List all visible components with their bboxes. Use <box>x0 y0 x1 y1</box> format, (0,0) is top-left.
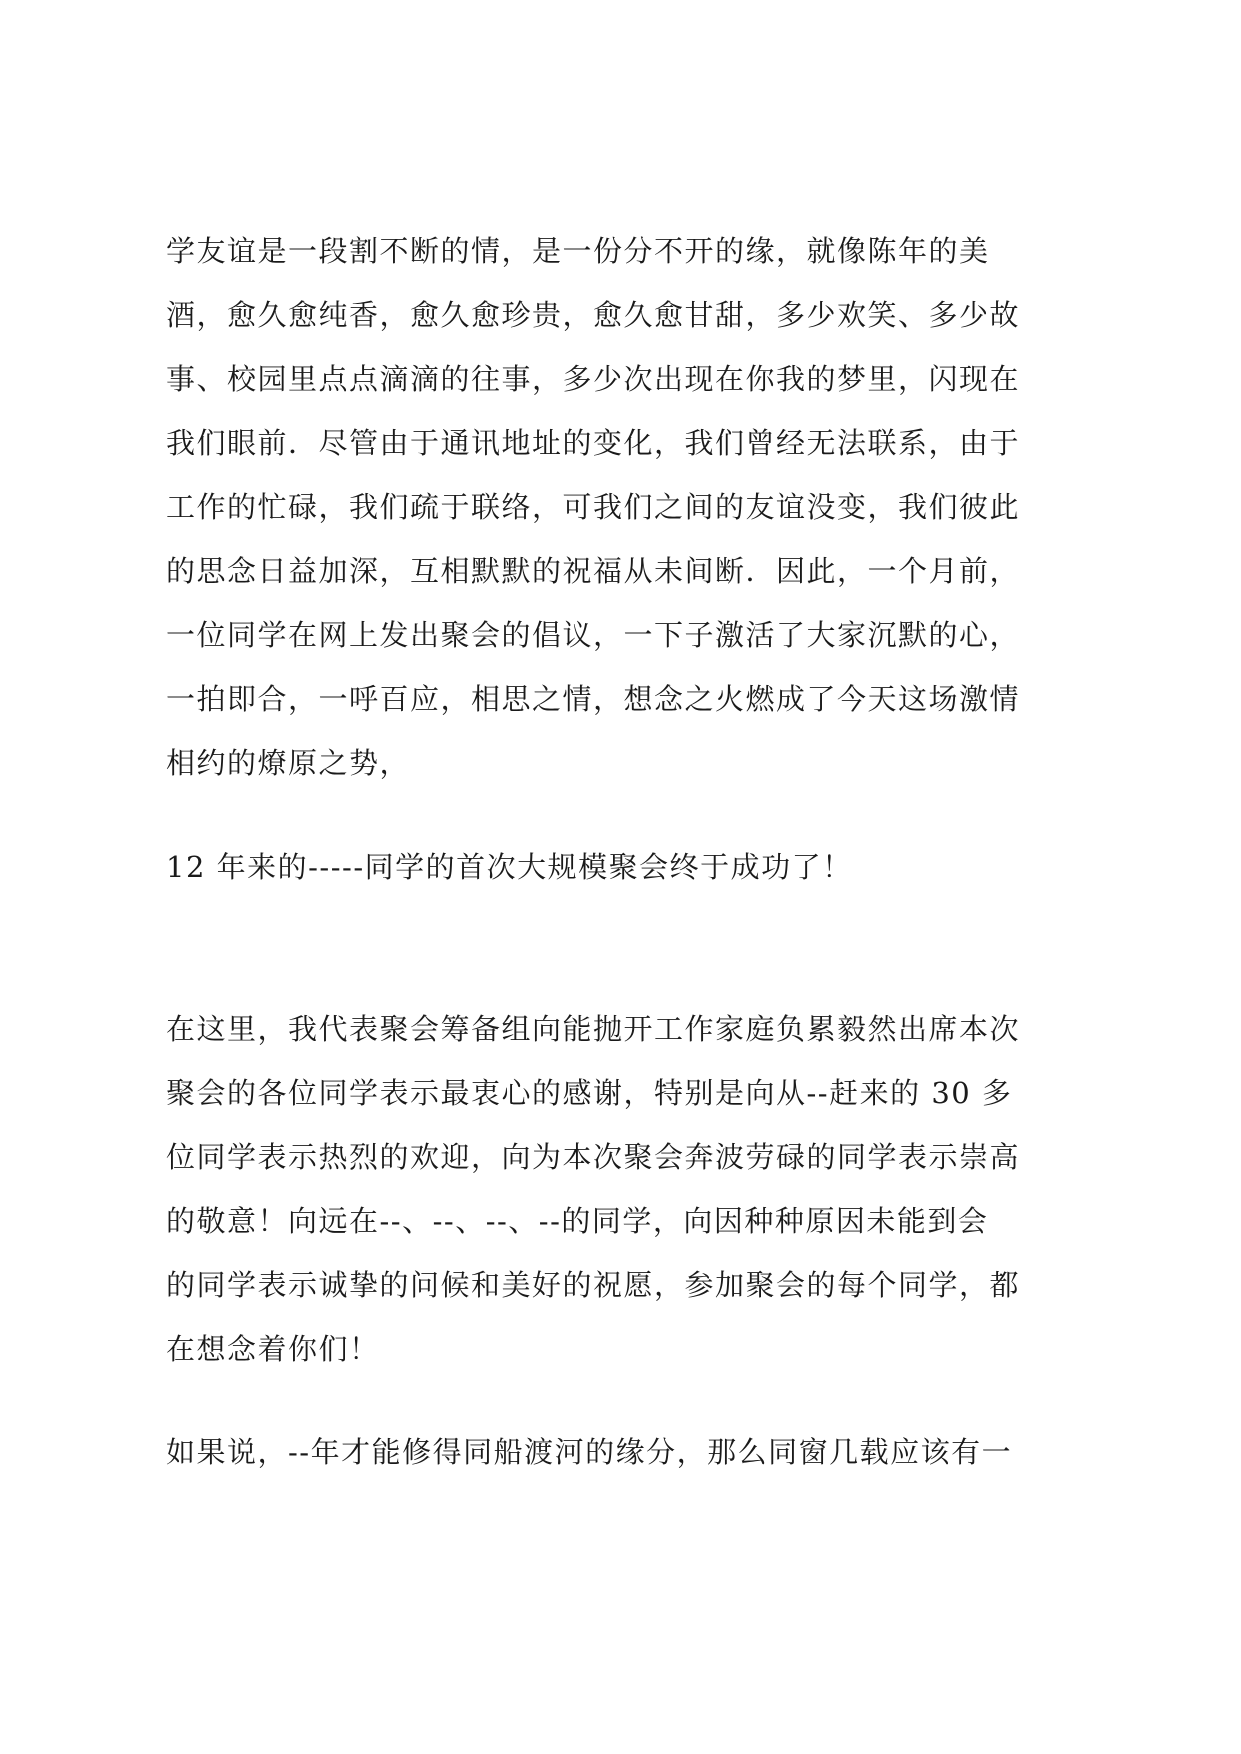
paragraph-1-line-4: 我们眼前．尽管由于通讯地址的变化，我们曾经无法联系，由于 <box>166 426 1021 460</box>
paragraph-1-line-7: 一位同学在网上发出聚会的倡议，一下子激活了大家沉默的心， <box>166 618 1021 652</box>
paragraph-3-line-3: 位同学表示热烈的欢迎，向为本次聚会奔波劳碌的同学表示崇高 <box>166 1140 1021 1174</box>
paragraph-1-line-6: 的思念日益加深，互相默默的祝福从未间断．因此，一个月前， <box>166 554 1021 588</box>
paragraph-1-line-9: 相约的燎原之势， <box>166 746 411 780</box>
paragraph-3-line-1: 在这里，我代表聚会筹备组向能抛开工作家庭负累毅然出席本次 <box>166 1012 1021 1046</box>
paragraph-4-line-1: 如果说，--年才能修得同船渡河的缘分，那么同窗几载应该有一 <box>166 1435 1013 1469</box>
paragraph-3-line-6: 在想念着你们！ <box>166 1332 380 1366</box>
paragraph-1-line-1: 学友谊是一段割不断的情，是一份分不开的缘，就像陈年的美 <box>166 234 990 268</box>
paragraph-3-line-2: 聚会的各位同学表示最衷心的感谢，特别是向从--赶来的 30 多 <box>166 1076 1013 1110</box>
paragraph-1-line-5: 工作的忙碌，我们疏于联络，可我们之间的友谊没变，我们彼此 <box>166 490 1021 524</box>
paragraph-1-line-3: 事、校园里点点滴滴的往事，多少次出现在你我的梦里，闪现在 <box>166 362 1021 396</box>
paragraph-2-line-1: 12 年来的-----同学的首次大规模聚会终于成功了！ <box>166 850 853 884</box>
paragraph-1-line-8: 一拍即合，一呼百应，相思之情，想念之火燃成了今天这场激情 <box>166 682 1021 716</box>
paragraph-3-line-4: 的敬意！向远在--、--、--、--的同学，向因种种原因未能到会 <box>166 1204 989 1238</box>
paragraph-3-line-5: 的同学表示诚挚的问候和美好的祝愿，参加聚会的每个同学，都 <box>166 1268 1021 1302</box>
paragraph-1-line-2: 酒，愈久愈纯香，愈久愈珍贵，愈久愈甘甜，多少欢笑、多少故 <box>166 298 1021 332</box>
